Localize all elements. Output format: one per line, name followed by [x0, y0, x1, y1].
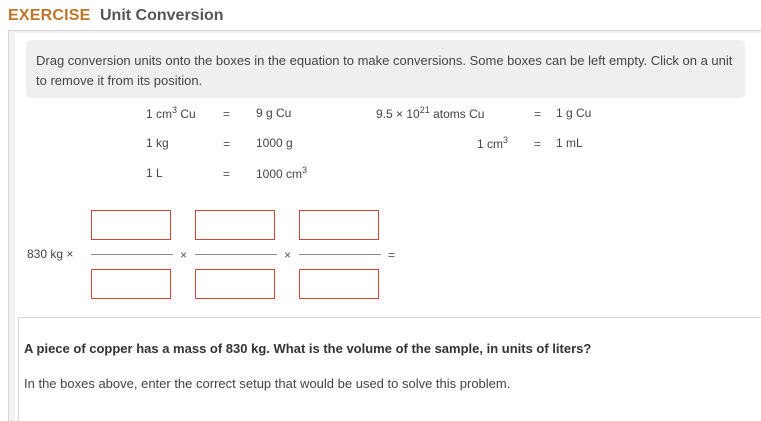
- unit-9g-cu[interactable]: 9 g Cu: [256, 106, 292, 120]
- unit-1000g[interactable]: 1000 g: [256, 136, 293, 150]
- unit-1mL[interactable]: 1 mL: [556, 136, 583, 150]
- equals-sign: =: [534, 137, 542, 151]
- unit-1g-cu[interactable]: 1 g Cu: [556, 106, 592, 120]
- equation-equals-sign: =: [388, 248, 396, 262]
- denominator-box-2[interactable]: [195, 269, 275, 299]
- exercise-title: Unit Conversion: [100, 7, 224, 24]
- unit-text-tail: atoms Cu: [429, 107, 485, 121]
- unit-1000cm3[interactable]: [256, 165, 307, 181]
- unit-text: 1 cm: [477, 137, 504, 151]
- unit-text: 1 cm: [146, 107, 173, 121]
- multiply-sign-2: ×: [284, 248, 292, 262]
- unit-exponent: 3: [503, 135, 509, 145]
- exercise-header: [0, 0, 761, 30]
- numerator-box-1[interactable]: [91, 210, 171, 240]
- unit-1cm3[interactable]: [477, 135, 508, 151]
- equals-sign: =: [223, 107, 231, 121]
- numerator-box-3[interactable]: [299, 210, 379, 240]
- equation-start-value: 830 kg ×: [27, 247, 74, 261]
- question-hint: In the boxes above, enter the correct setup that would be used to solve this problem.: [24, 376, 511, 391]
- unit-text-tail: Cu: [177, 107, 196, 121]
- equals-sign: =: [223, 137, 231, 151]
- fraction-bar-2: [195, 254, 277, 255]
- unit-1cm3-cu[interactable]: [146, 105, 196, 121]
- denominator-box-1[interactable]: [91, 269, 171, 299]
- denominator-box-3[interactable]: [299, 269, 379, 299]
- unit-text: 1000 cm: [256, 167, 303, 181]
- exercise-label: EXERCISE: [8, 7, 91, 24]
- unit-exponent: 21: [419, 105, 430, 115]
- unit-1kg[interactable]: 1 kg: [146, 136, 169, 150]
- equals-sign: =: [534, 107, 542, 121]
- multiply-sign-1: ×: [180, 248, 188, 262]
- instructions-box: [26, 40, 745, 98]
- fraction-bar-3: [299, 254, 381, 255]
- instructions-text: Drag conversion units onto the boxes in the equation to make conversions. Some boxes can be left empty. Click on a unit to remove it from its position.: [36, 53, 733, 88]
- unit-1L[interactable]: 1 L: [146, 166, 163, 180]
- fraction-bar-1: [91, 254, 173, 255]
- numerator-box-2[interactable]: [195, 210, 275, 240]
- unit-atoms-cu[interactable]: [376, 105, 484, 121]
- question-box: [18, 317, 761, 421]
- equals-sign: =: [223, 167, 231, 181]
- unit-exponent: 3: [172, 105, 178, 115]
- question-text: A piece of copper has a mass of 830 kg. What is the volume of the sample, in units of liters?: [24, 341, 592, 356]
- unit-text: 9.5 × 10: [376, 107, 420, 121]
- unit-exponent: 3: [302, 165, 308, 175]
